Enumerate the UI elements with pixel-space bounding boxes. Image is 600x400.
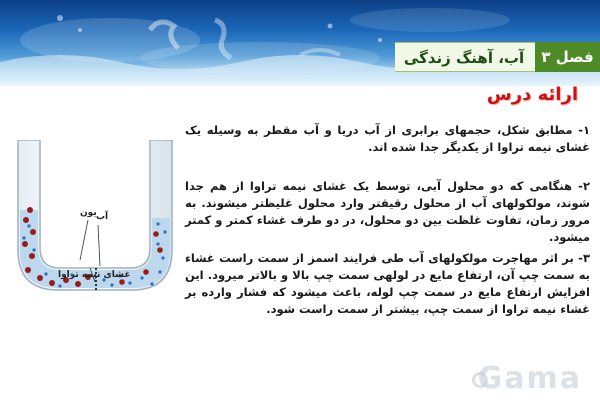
u-tube-diagram [0, 140, 190, 310]
section-title-text: ارائه درس [486, 84, 578, 105]
section-title [487, 84, 578, 105]
watermark: Gama [477, 361, 582, 396]
figure-label-ion: یون [80, 208, 97, 218]
chapter-title: آب، آهنگ زندگی [403, 49, 525, 67]
figure-label-membrane: غشای نیمه تراوا [58, 270, 131, 280]
paragraph-3: ۳- بر اثر مهاجرت مولکولهای آب طی فرایند اسمز از سمت راست غشاء به سمت چپ آن، ارتفاع مایع در لولهی سمت چپ بالا و بالاتر میرود. این افزایش ارتفاع مایع در سمت چپ لوله، باعث میشود که فشار وارده بر غشاء نیمه تراوا از سمت چپ، بیشتر از سمت راست شود. [185, 251, 590, 316]
paragraph-2: ۲- هنگامی که دو محلول آبی، توسط یک غشای نیمه تراوا از هم جدا شوند، مولکولهای آب از محلول رقیقتر وارد محلول غلیظتر میشوند. به مرور زمان، تفاوت غلظت بین دو محلول، در دو طرف غشاء کمتر و کمتر میشود. [185, 179, 590, 244]
osmosis-u-tube-figure [0, 140, 190, 310]
figure-label-water: آب [96, 212, 109, 222]
chapter-label: فصل ۳ [535, 42, 600, 72]
paragraph-1: ۱- مطابق شکل، حجمهای برابری از آب دریا و آب مقطر به وسیله یک غشای نیمه تراوا از یکدیگر جدا شده اند. [185, 123, 590, 154]
